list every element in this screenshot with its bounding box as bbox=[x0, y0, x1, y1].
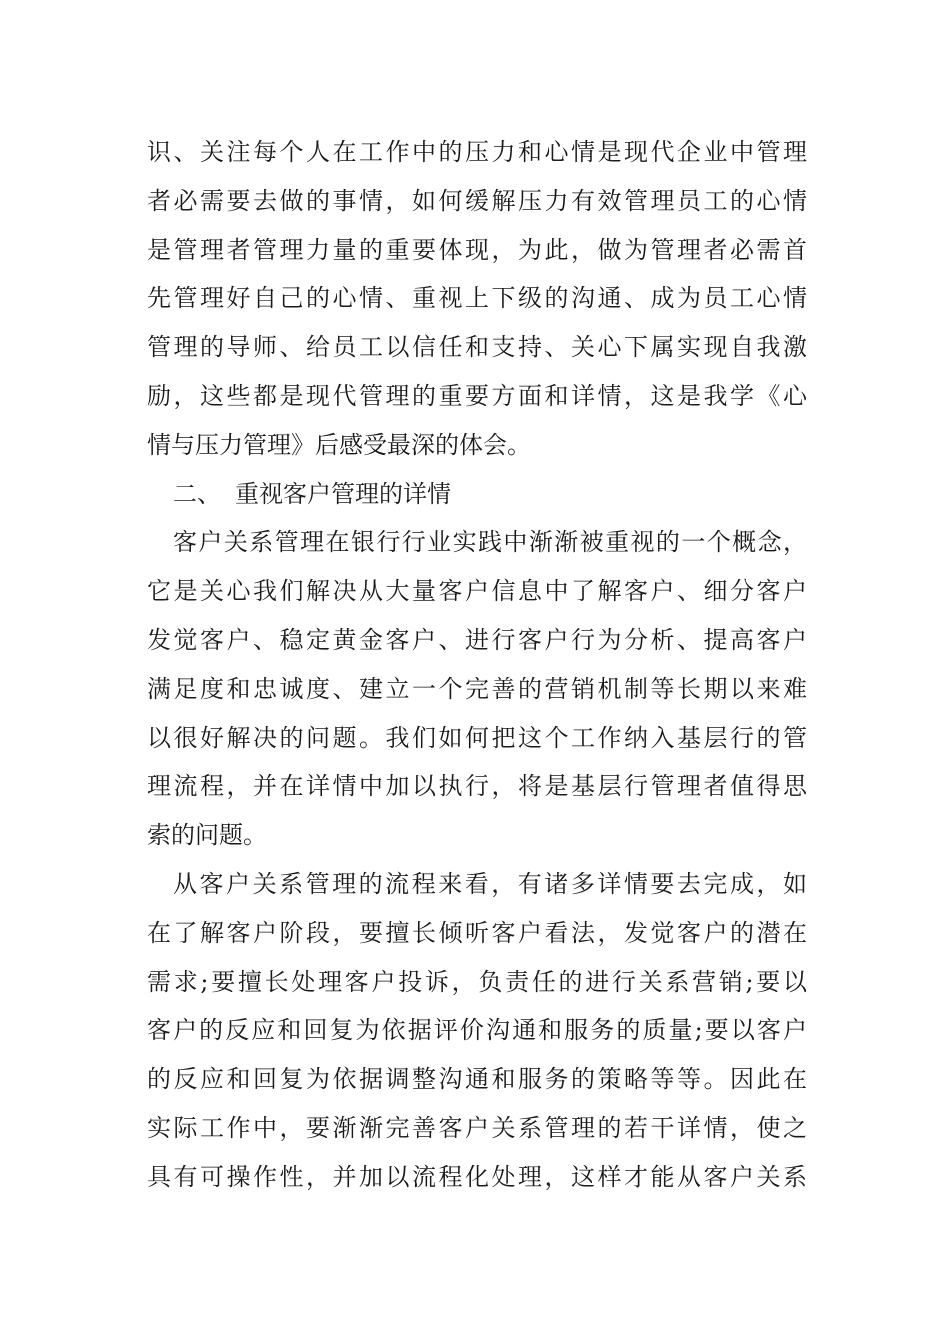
section-title: 重视客户管理的详情 bbox=[235, 479, 451, 508]
paragraph-3-line: 具有可操作性，并加以流程化处理，这样才能从客户关系 bbox=[147, 1162, 807, 1191]
paragraph-3-line: 的反应和回复为依据调整沟通和服务的策略等等。因此在 bbox=[147, 1065, 807, 1094]
paragraph-1-line: 识、关注每个人在工作中的压力和心情是现代企业中管理 bbox=[147, 138, 807, 166]
paragraph-2-line: 理流程，并在详情中加以执行，将是基层行管理者值得思 bbox=[147, 772, 807, 801]
paragraph-1-line: 管理的导师、给员工以信任和支持、关心下属实现自我激 bbox=[147, 333, 807, 362]
paragraph-3-line: 需求;要擅长处理客户投诉，负责任的进行关系营销;要以 bbox=[147, 967, 807, 996]
section-heading bbox=[147, 470, 807, 519]
paragraph-2-line: 索的问题。 bbox=[147, 821, 267, 850]
paragraph-3-line: 在了解客户阶段，要擅长倾听客户看法，发觉客户的潜在 bbox=[147, 918, 807, 947]
paragraph-1-line: 先管理好自己的心情、重视上下级的沟通、成为员工心情 bbox=[147, 284, 807, 313]
paragraph-2-line: 以很好解决的问题。我们如何把这个工作纳入基层行的管 bbox=[147, 723, 807, 752]
paragraph-1-line: 是管理者管理力量的重要体现，为此，做为管理者必需首 bbox=[147, 235, 807, 264]
paragraph-3-line: 从客户关系管理的流程来看，有诸多详情要去完成，如 bbox=[173, 869, 807, 898]
paragraph-3-line: 实际工作中，要渐渐完善客户关系管理的若干详情，使之 bbox=[147, 1113, 807, 1142]
paragraph-1-line: 者必需要去做的事情，如何缓解压力有效管理员工的心情 bbox=[147, 186, 807, 215]
paragraph-3 bbox=[147, 860, 807, 1202]
paragraph-1-line: 励，这些都是现代管理的重要方面和详情，这是我学《心 bbox=[147, 381, 807, 410]
paragraph-2-line: 满足度和忠诚度、建立一个完善的营销机制等长期以来难 bbox=[147, 674, 807, 703]
paragraph-2-line: 它是关心我们解决从大量客户信息中了解客户、细分客户 bbox=[147, 577, 807, 606]
paragraph-2-line: 发觉客户、稳定黄金客户、进行客户行为分析、提高客户 bbox=[147, 625, 807, 654]
paragraph-2-line: 客户关系管理在银行行业实践中渐渐被重视的一个概念， bbox=[173, 528, 807, 557]
paragraph-3-line: 客户的反应和回复为依据评价沟通和服务的质量;要以客户 bbox=[147, 1016, 807, 1045]
paragraph-1-line: 情与压力管理》后感受最深的体会。 bbox=[147, 430, 531, 459]
paragraph-2 bbox=[147, 518, 807, 860]
document-body bbox=[147, 128, 807, 1202]
paragraph-1 bbox=[147, 128, 807, 470]
section-number: 二、 bbox=[173, 479, 221, 508]
